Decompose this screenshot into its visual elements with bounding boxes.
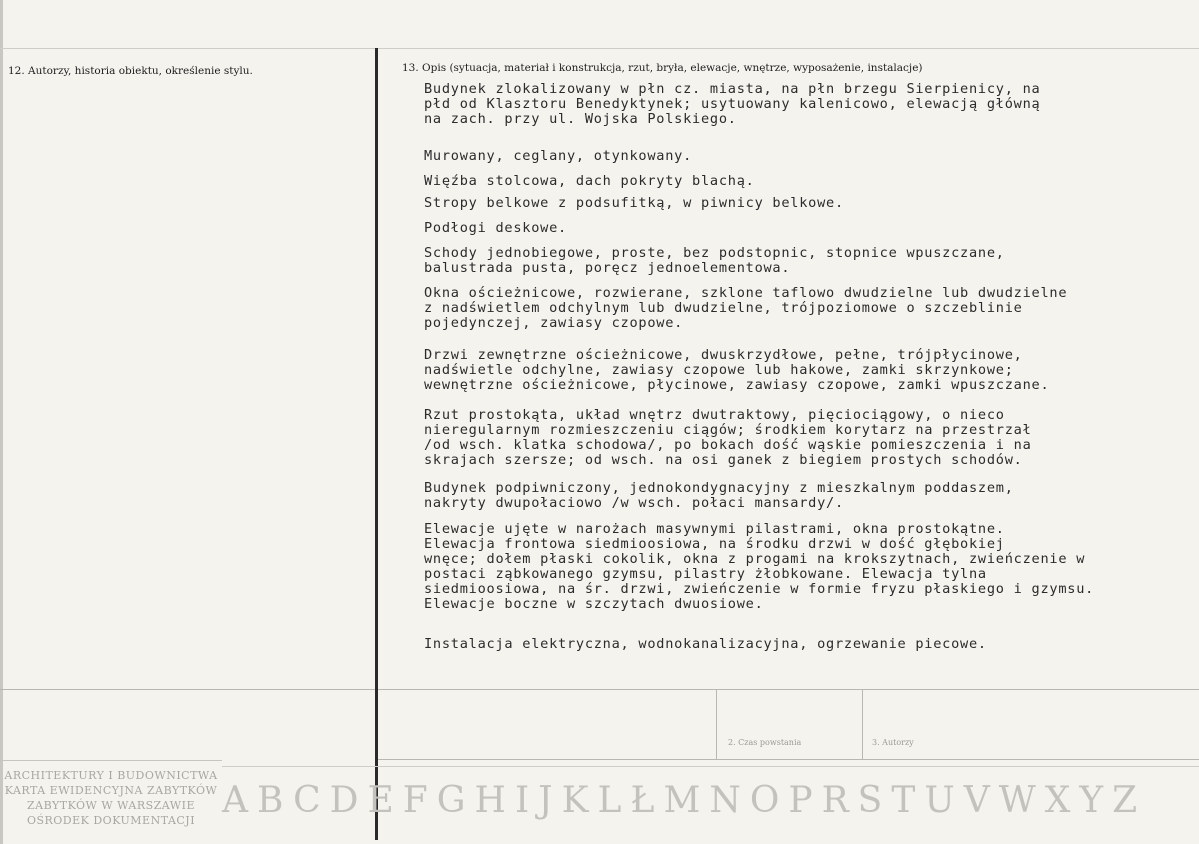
institution-stamp — [2, 768, 220, 828]
para-doors: Drzwi zewnętrzne ościeżnicowe, dwuskrzydłowe, pełne, trójpłycinowe, nadświetle odchylne, zawiasy czopowe lub hakowe, zamki skrzynkowe; wewnętrzne ościeżnicowe, płycinowe, zawiasy czopowe, zamki wpuszczane. — [424, 347, 1050, 393]
para-elevations: Elewacje ujęte w narożach masywnymi pilastrami, okna prostokątne. Elewacja frontowa siedmioosiowa, na środku drzwi w dość głębokiej wnęce; dołem płaski cokolik, okna z progami na krokszytnach, zwieńczenie w postaci ząbkowanego gzymsu, pilastry żłobkowane. Elewacja tylna siedmioosiowa, na śr. drzwi, zwieńczenie w formie fryzu płaskiego i gzymsu. Elewacje boczne w szczytach dwuosiowe. — [424, 521, 1095, 612]
para-location: Budynek zlokalizowany w płn cz. miasta, na płn brzegu Sierpienicy, na płd od Klasztoru Benedyktynek; usytuowany kalenicowo, elewacją główną na zach. przy ul. Wojska Polskiego. — [424, 81, 1041, 127]
form-cell-label-b: 3. Autorzy — [872, 738, 914, 747]
stamp-divider — [0, 760, 222, 761]
para-body: Budynek podpiwniczony, jednokondygnacyjny z mieszkalnym poddaszem, nakryty dwupołaciowo /w wsch. połaci mansardy/. — [424, 480, 1014, 511]
form-cell-label-a: 2. Czas powstania — [728, 738, 802, 747]
para-floors: Podłogi deskowe. — [424, 220, 567, 236]
stamp-line: ZABYTKÓW W WARSZAWIE — [27, 799, 195, 812]
stamp-line: OŚRODEK DOKUMENTACJI — [26, 814, 196, 827]
section-12-title: 12. Autorzy, historia obiektu, określenie stylu. — [8, 65, 253, 77]
stamp-line: ARCHITEKTURY I BUDOWNICTWA — [4, 769, 218, 782]
para-plan: Rzut prostokąta, układ wnętrz dwutraktowy, pięciociągowy, o nieco nieregularnym rozmieszczeniu ciągów; środkiem korytarz na przestrzał /od wsch. klatka schodowa/, po bokach dość wąskie pomieszczenia i na skrajach szersze; od wsch. na osi ganek z biegiem prostych schodów. — [424, 407, 1032, 468]
para-material: Murowany, ceglany, otynkowany. — [424, 148, 693, 164]
card-top-rule — [0, 48, 1199, 49]
stamp-line: KARTA EWIDENCYJNA ZABYTKÓW — [4, 784, 218, 797]
left-bottom-rule — [0, 689, 375, 690]
para-stairs: Schody jednobiegowe, proste, bez podstopnic, stopnice wpuszczane, balustrada pusta, poręcz jednoelementowa. — [424, 245, 1005, 276]
cell-bottom-rule — [378, 759, 1199, 760]
right-bottom-rule — [378, 689, 1199, 690]
card-left-edge — [0, 0, 3, 844]
cell-divider-a — [716, 689, 717, 759]
para-ceilings: Stropy belkowe z podsufitką, w piwnicy belkowe. — [424, 195, 844, 211]
para-roof-truss: Więźba stolcowa, dach pokryty blachą. — [424, 173, 755, 189]
para-installations: Instalacja elektryczna, wodnokanalizacyjna, ogrzewanie piecowe. — [424, 636, 987, 652]
cell-divider-b — [862, 689, 863, 759]
section-13-title: 13. Opis (sytuacja, materiał i konstrukcja, rzut, bryła, elewacje, wnętrze, wyposażenie, instalacje) — [402, 62, 923, 74]
alphabet-index-strip: ABCDEFGHIJKLŁMNOPRSTUVWXYZ — [222, 779, 1147, 821]
para-windows: Okna ościeżnicowe, rozwierane, szklone taflowo dwudzielne lub dwudzielne z nadświetlem odchylnym lub dwudzielne, trójpoziomowe o szczeblinie pojedynczej, zawiasy czopowe. — [424, 285, 1068, 331]
column-divider — [375, 48, 378, 840]
